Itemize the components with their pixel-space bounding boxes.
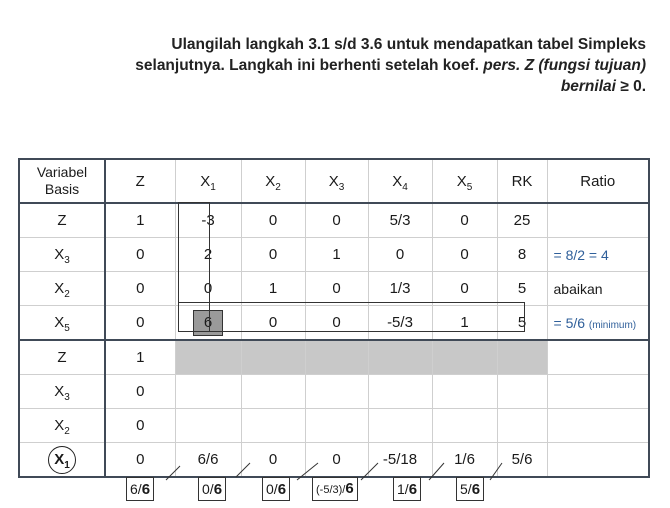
cell-x3: 0 <box>305 272 368 306</box>
header-x5-sub: 5 <box>466 181 473 193</box>
cell-z: 0 <box>105 443 175 478</box>
cell-x4: 1/3 <box>368 272 432 306</box>
calc-num: 1/ <box>397 481 409 497</box>
calc-num: 5/ <box>460 481 472 497</box>
cell-rk: 5/6 <box>497 443 547 478</box>
basis-var: X <box>54 314 65 331</box>
cell-x5: 0 <box>432 203 497 238</box>
header-basis: Variabel Basis <box>19 159 105 203</box>
header-z: Z <box>105 159 175 203</box>
cell-z: 0 <box>105 238 175 272</box>
header-x5-var: X <box>456 172 467 190</box>
calc-box-x3 <box>262 477 290 501</box>
header-x3-var: X <box>328 172 339 190</box>
calc-box-x2 <box>198 477 226 501</box>
cell-rk: 25 <box>497 203 547 238</box>
cell-x3: 0 <box>305 203 368 238</box>
basis-var: Z <box>57 212 67 229</box>
cell-rk: 5 <box>497 306 547 341</box>
header-x4-sub: 4 <box>402 181 408 193</box>
cell-x2: 0 <box>241 203 305 238</box>
cell-ratio: abaikan <box>547 272 649 306</box>
cell-x2: 1 <box>241 272 305 306</box>
cell-z: 0 <box>105 306 175 341</box>
header-x4-var: X <box>392 172 403 190</box>
cell-x1: 6/6 <box>175 443 241 478</box>
cell-x1: -3 <box>175 203 241 238</box>
basis-sub: 5 <box>64 323 70 334</box>
heading-line-1: Ulangilah langkah 3.1 s/d 3.6 untuk mendapatkan tabel Simpleks <box>171 36 646 53</box>
heading-line-3a: bernilai <box>560 78 616 95</box>
basis-var: X <box>54 383 65 400</box>
calc-num: (-5/3)/ <box>316 484 346 496</box>
calc-den: 6 <box>471 481 481 498</box>
header-x1-var: X <box>200 172 211 190</box>
cell-rk: 5 <box>497 272 547 306</box>
cell-x2: 0 <box>241 443 305 478</box>
cell-x4: -5/18 <box>368 443 432 478</box>
calc-box-x5 <box>393 477 421 501</box>
cell-z: 0 <box>105 375 175 409</box>
basis-var: X <box>54 246 65 263</box>
cell-x5: 0 <box>432 238 497 272</box>
cell-z: 0 <box>105 272 175 306</box>
calc-num: 0/ <box>202 481 214 497</box>
calc-den: 6 <box>277 481 287 498</box>
calc-den: 6 <box>408 481 418 498</box>
cell-x4: -5/3 <box>368 306 432 341</box>
ratio-note: (minimum) <box>588 319 637 331</box>
cell-x4: 0 <box>368 238 432 272</box>
calc-box-x1 <box>126 477 154 501</box>
cell-z: 1 <box>105 340 175 375</box>
heading-line-3b: ≥ 0. <box>615 78 646 95</box>
basis-sub: 1 <box>64 459 70 471</box>
pivot-element: 6 <box>193 310 223 336</box>
basis-var: X <box>54 280 65 297</box>
cell-x3: 0 <box>305 306 368 341</box>
cell-x3: 0 <box>305 443 368 478</box>
header-rk: RK <box>497 159 547 203</box>
ratio-value: = 5/6 <box>553 314 586 331</box>
basis-var: X <box>54 417 65 434</box>
basis-sub: 3 <box>64 255 70 266</box>
calc-box-x4 <box>312 477 358 501</box>
header-x2-var: X <box>265 172 276 190</box>
calc-den: 6 <box>141 481 151 498</box>
basis-var: Z <box>57 349 67 366</box>
cell-x4: 5/3 <box>368 203 432 238</box>
cell-x5: 0 <box>432 272 497 306</box>
calc-num: 6/ <box>130 481 142 497</box>
cell-x2: 0 <box>241 306 305 341</box>
basis-sub: 3 <box>64 392 70 403</box>
calc-den: 6 <box>345 480 354 497</box>
cell-z: 0 <box>105 409 175 443</box>
header-x1-sub: 1 <box>210 181 216 193</box>
cell-rk: 8 <box>497 238 547 272</box>
cell-x1: 2 <box>175 238 241 272</box>
cell-x1: 0 <box>175 272 241 306</box>
header-ratio: Ratio <box>547 159 649 203</box>
basis-sub: 2 <box>64 289 70 300</box>
cell-x3: 1 <box>305 238 368 272</box>
calc-box-rk <box>456 477 484 501</box>
cell-x5: 1 <box>432 306 497 341</box>
calc-num: 0/ <box>266 481 278 497</box>
header-x3-sub: 3 <box>338 181 345 193</box>
basis-sub: 2 <box>64 426 70 437</box>
cell-x5: 1/6 <box>432 443 497 478</box>
header-x2-sub: 2 <box>275 181 281 193</box>
cell-x2: 0 <box>241 238 305 272</box>
heading-line-2a: selanjutnya. Langkah ini berhenti setelah koef. <box>135 57 484 74</box>
calc-den: 6 <box>213 481 223 498</box>
basis-var: X <box>54 450 65 468</box>
heading-line-2b: pers. Z (fungsi tujuan) <box>483 57 646 74</box>
cell-ratio: = 8/2 = 4 <box>547 238 649 272</box>
cell-z: 1 <box>105 203 175 238</box>
